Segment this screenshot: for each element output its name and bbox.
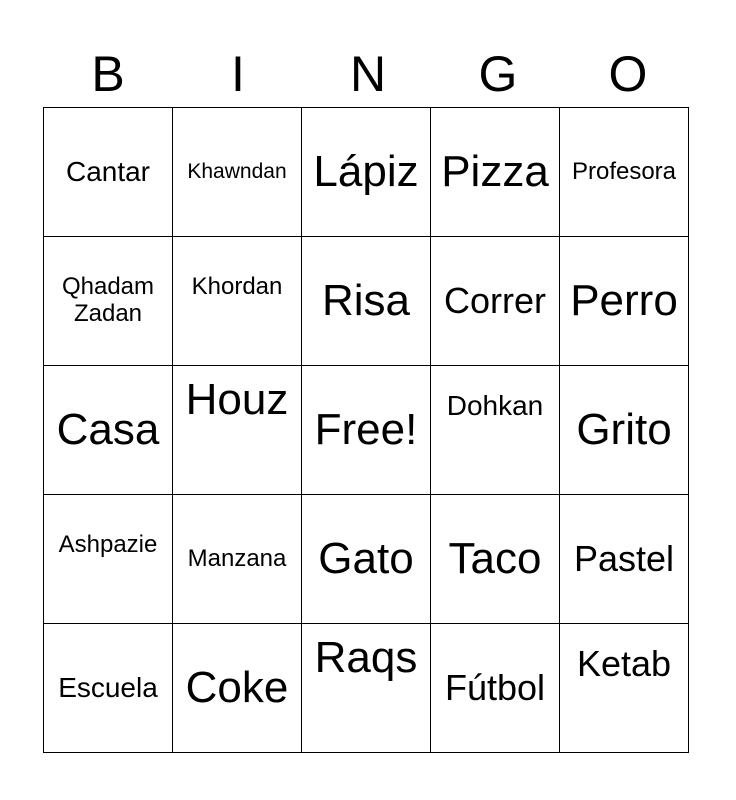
bingo-cell[interactable]: [431, 624, 560, 753]
bingo-row-1: [44, 108, 689, 237]
bingo-cell[interactable]: [560, 237, 689, 366]
bingo-card-grid: [43, 107, 689, 753]
bingo-cell[interactable]: [560, 495, 689, 624]
bingo-row-4: [44, 495, 689, 624]
cell-text: Lápiz: [313, 147, 419, 197]
cell-text: Houz: [185, 375, 289, 425]
bingo-cell[interactable]: [560, 366, 689, 495]
bingo-cell[interactable]: [560, 108, 689, 237]
bingo-cell[interactable]: [44, 495, 173, 624]
bingo-cell[interactable]: [44, 624, 173, 753]
cell-text: Coke: [185, 663, 289, 713]
cell-text: Ketab: [576, 642, 672, 684]
bingo-cell[interactable]: [173, 237, 302, 366]
bingo-row-2: [44, 237, 689, 366]
bingo-cell[interactable]: [431, 366, 560, 495]
bingo-cell[interactable]: [173, 624, 302, 753]
bingo-cell[interactable]: [431, 108, 560, 237]
cell-text: Dohkan: [446, 390, 544, 422]
cell-text: Grito: [576, 405, 672, 455]
bingo-cell[interactable]: [431, 495, 560, 624]
bingo-cell[interactable]: [173, 108, 302, 237]
bingo-cell[interactable]: [44, 108, 173, 237]
bingo-cell[interactable]: [173, 495, 302, 624]
cell-text: Taco: [448, 534, 542, 584]
header-letter-i: I: [231, 46, 245, 102]
free-space-cell[interactable]: [302, 366, 431, 495]
header-letter-g: G: [478, 46, 518, 102]
cell-text: Khawndan: [187, 160, 287, 184]
bingo-cell[interactable]: [173, 366, 302, 495]
bingo-header: [43, 44, 693, 104]
cell-text: Cantar: [65, 156, 151, 188]
cell-text: Perro: [570, 276, 678, 326]
cell-text: Gato: [318, 534, 414, 584]
cell-text: Qhadam Zadan: [61, 273, 155, 327]
bingo-cell[interactable]: [44, 366, 173, 495]
cell-text: Khordan: [191, 272, 283, 300]
cell-text: Ashpazie: [58, 530, 158, 558]
cell-text: Fútbol: [444, 666, 546, 708]
bingo-cell[interactable]: [302, 237, 431, 366]
bingo-cell[interactable]: [431, 237, 560, 366]
cell-text: Pizza: [441, 147, 549, 197]
bingo-row-5: [44, 624, 689, 753]
bingo-cell[interactable]: [302, 624, 431, 753]
cell-text: Risa: [321, 276, 411, 326]
cell-text: Correr: [443, 279, 546, 321]
bingo-cell[interactable]: [302, 108, 431, 237]
bingo-cell[interactable]: [302, 495, 431, 624]
cell-text: Escuela: [58, 672, 158, 704]
bingo-cell[interactable]: [44, 237, 173, 366]
cell-text: Manzana: [187, 544, 287, 572]
cell-text: Raqs: [314, 633, 418, 683]
bingo-cell[interactable]: [560, 624, 689, 753]
cell-text: Profesora: [571, 157, 677, 185]
header-letter-b: B: [91, 46, 125, 102]
cell-text: Casa: [56, 405, 160, 455]
free-space-text: Free!: [314, 405, 418, 455]
header-letter-n: N: [349, 46, 387, 102]
header-letter-o: O: [608, 46, 648, 102]
cell-text: Pastel: [573, 537, 675, 579]
bingo-row-3: [44, 366, 689, 495]
